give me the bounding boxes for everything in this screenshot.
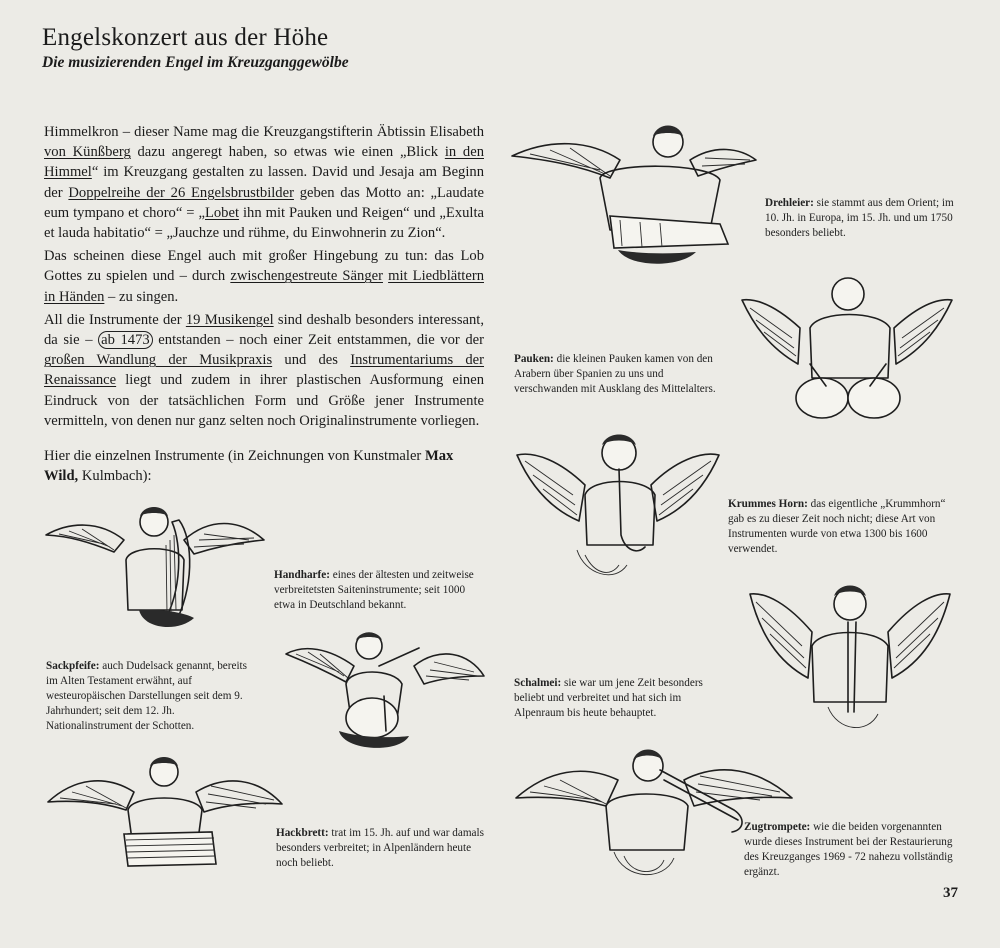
angel-hurdy-gurdy-illustration <box>510 120 758 270</box>
caption-term: Handharfe: <box>274 569 330 581</box>
underlined-text: zwischengestreute Sänger <box>230 268 383 285</box>
angel-kettledrums-illustration <box>740 268 954 428</box>
caption-term: Drehleier: <box>765 197 814 209</box>
caption-text: wie die beiden vorgenannten wurde dieses Instrument bei der Restaurierung des Kreuzganges 1969 - 72 nahezu vollständig ergänzt. <box>744 821 953 878</box>
caption-term: Zugtrompete: <box>744 821 811 833</box>
caption-text: auch Dudelsack genannt, bereits im Alten Testament erwähnt, auf westeuropäischen Darstellungen seit dem 9. Jahrhundert; seit dem 12. Jh. Nationalinstrument der Schotten. <box>46 660 248 732</box>
page-subtitle: Die musizierenden Engel im Kreuzganggewölbe <box>42 54 349 71</box>
underlined-text: von Künßberg <box>44 144 131 161</box>
page-number: 37 <box>943 885 958 901</box>
underlined-text: Instrumentariums der Renaissance <box>44 352 485 389</box>
caption-term: Hackbrett: <box>276 827 329 839</box>
circled-date: ab 1473 <box>98 331 153 349</box>
underlined-text: großen Wandlung der Musikpraxis <box>44 352 273 369</box>
caption-sackpfeife <box>46 659 258 734</box>
underlined-text: mit Liedblättern in Händen <box>44 268 484 305</box>
caption-drehleier <box>765 196 960 241</box>
text: Kulmbach): <box>78 468 152 485</box>
paragraph-1 <box>44 122 484 243</box>
caption-term: Krummes Horn: <box>728 498 808 510</box>
text: Hier die einzelnen Instrumente (in Zeichnungen von Kunstmaler <box>44 448 425 464</box>
text: Himmelkron – dieser Name mag die Kreuzgangstifterin Äbtissin Elisabeth <box>44 124 484 140</box>
paragraph-3 <box>44 310 484 431</box>
text: entstanden – noch einer Zeit entstammen, die vor der <box>152 332 484 349</box>
caption-text: sie war um jene Zeit besonders beliebt und verbreitet und hat sich im Alpenraum bis heute behauptet. <box>514 677 703 719</box>
text: dazu angeregt haben, so etwas wie einen „Blick <box>130 144 445 161</box>
caption-text: sie stammt aus dem Orient; im 10. Jh. in Europa, im 15. Jh. und um 1750 besonders beliebt. <box>765 197 954 239</box>
text: ihn mit Pauken und Reigen“ und „Exulta et lauda habitatio“ = „Jauchze und rühme, du Einwohnerin zu Zion“. <box>44 204 484 242</box>
text: sind deshalb besonders interessant, da sie – <box>44 311 484 349</box>
text: – zu singen. <box>104 288 179 305</box>
text: geben das Motto an: „Laudate eum tympano et choro“ = „ <box>44 184 484 221</box>
angel-bagpipe-illustration <box>284 626 486 756</box>
underlined-text: in den Himmel <box>44 144 484 181</box>
text: und des <box>272 352 351 369</box>
caption-text: die kleinen Pauken kamen von den Arabern über Spanien zu uns und verschwanden mit Ausklang des Mittelalters. <box>514 353 716 395</box>
caption-term: Schalmei: <box>514 677 562 689</box>
article-body <box>44 122 484 434</box>
caption-hackbrett <box>276 826 484 871</box>
caption-krummhorn <box>728 497 960 557</box>
instruments-intro <box>44 446 484 486</box>
angel-harp-illustration <box>44 500 266 634</box>
page-title: Engelskonzert aus der Höhe <box>42 24 329 51</box>
artist-name: Max Wild, <box>44 448 454 485</box>
underlined-text: 19 Musikengel <box>185 311 274 328</box>
caption-term: Sackpfeife: <box>46 660 100 672</box>
text: Das scheinen diese Engel auch mit großer Hingebung zu tun: das Lob Gottes zu spielen und – durch <box>44 248 484 285</box>
caption-schalmei <box>514 676 724 721</box>
caption-text: das eigentliche „Krummhorn“ gab es zu dieser Zeit noch nicht; diese Art von Instrumenten wurde von etwa 1300 bis 1600 verwendet. <box>728 498 946 555</box>
text: liegt und zudem in ihrer plastischen Ausformung einen Eindruck von der tatsächlichen Form und Größe jener Instrumente vermitteln, von denen nur ganz selten noch Originalinstrumente vorliegen. <box>44 372 484 429</box>
paragraph-2 <box>44 246 484 307</box>
underlined-text: Lobet <box>204 204 240 221</box>
caption-handharfe <box>274 568 486 613</box>
underlined-text: Doppelreihe der 26 Engelsbrustbilder <box>68 184 294 201</box>
angel-dulcimer-illustration <box>46 752 284 880</box>
text: “ im Kreuzgang gestalten zu lassen. David und Jesaja am Beginn der <box>44 164 484 201</box>
caption-zugtrompete <box>744 820 960 880</box>
caption-pauken <box>514 352 726 397</box>
angel-shawm-illustration <box>748 582 952 740</box>
caption-term: Pauken: <box>514 353 554 365</box>
caption-text: trat im 15. Jh. auf und war damals besonders verbreitet; in Alpenländern heute noch beliebt. <box>276 827 484 869</box>
text: All die Instrumente der <box>44 311 186 328</box>
caption-text: eines der ältesten und zeitweise verbreitetsten Saiteninstrumente; seit 1000 etwa in Deutschland bekannt. <box>274 569 474 611</box>
angel-crumhorn-illustration <box>515 425 721 585</box>
